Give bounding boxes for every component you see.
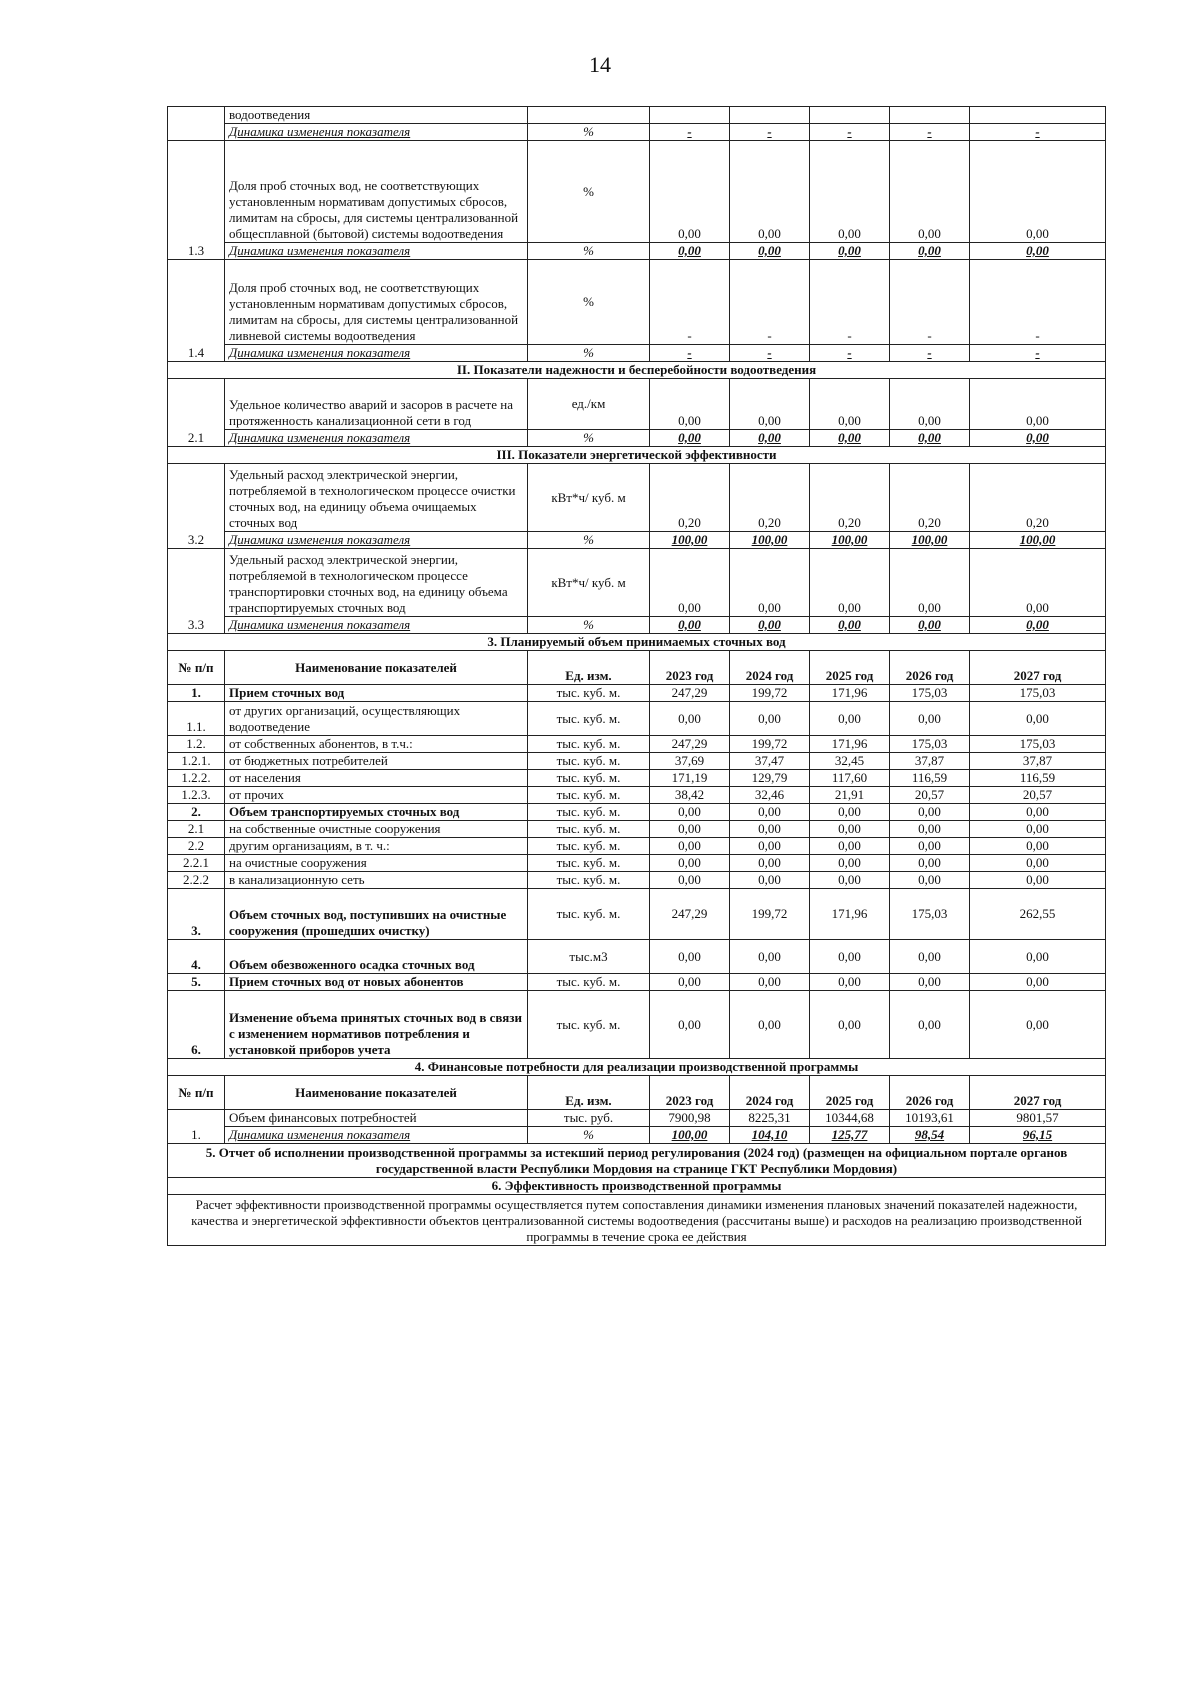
value-cell: 175,03	[970, 685, 1106, 702]
dynamics-value: 0,00	[650, 243, 730, 260]
dynamics-value: 125,77	[810, 1127, 890, 1144]
unit-cell: тыс. куб. м.	[528, 821, 650, 838]
row-number: 2.2.2	[168, 872, 225, 889]
value-cell: 0,00	[810, 804, 890, 821]
indicator-name: Прием сточных вод	[225, 685, 528, 702]
value-cell: 171,96	[810, 889, 890, 940]
section-title: II. Показатели надежности и бесперебойности водоотведения	[168, 362, 1106, 379]
dynamics-label: Динамика изменения показателя	[225, 617, 528, 634]
value-cell: 0,00	[650, 855, 730, 872]
value-cell: 0,00	[810, 940, 890, 974]
row-number: 3.2	[168, 464, 225, 549]
value-cell: 0,00	[970, 991, 1106, 1059]
value-cell: 0,00	[970, 974, 1106, 991]
unit-cell: тыс. куб. м.	[528, 685, 650, 702]
value-cell: 0,00	[890, 855, 970, 872]
row-number: 1.1.	[168, 702, 225, 736]
value-cell: 116,59	[970, 770, 1106, 787]
row-number: 1.3	[168, 141, 225, 260]
header-year: 2026 год	[890, 651, 970, 685]
indicator-name: на собственные очистные сооружения	[225, 821, 528, 838]
row-number: 3.3	[168, 549, 225, 634]
dynamics-value: -	[970, 124, 1106, 141]
dynamics-label: Динамика изменения показателя	[225, 430, 528, 447]
value-cell: 20,57	[890, 787, 970, 804]
volume-row	[168, 685, 1106, 702]
value-cell: 0,20	[810, 464, 890, 532]
indicator-name: Удельный расход электрической энергии, потребляемой в технологическом процессе очистки сточных вод, на единицу объема очищаемых сточных вод	[225, 464, 528, 532]
dynamics-value: 0,00	[650, 430, 730, 447]
dynamics-value: -	[730, 345, 810, 362]
dynamics-unit: %	[528, 430, 650, 447]
row-number: 1.2.1.	[168, 753, 225, 770]
value-cell: 0,00	[890, 379, 970, 430]
program-table	[167, 106, 1106, 1246]
indicator-name: Объем обезвоженного осадка сточных вод	[225, 940, 528, 974]
value-cell: 0,00	[650, 838, 730, 855]
value-cell: 9801,57	[970, 1110, 1106, 1127]
row-number: 1.	[168, 1110, 225, 1144]
dynamics-value: 0,00	[810, 430, 890, 447]
section-efficiency-title	[168, 1178, 1106, 1195]
unit-cell: тыс. куб. м.	[528, 804, 650, 821]
section-title: 6. Эффективность производственной программы	[168, 1178, 1106, 1195]
row-number: 1.4	[168, 260, 225, 362]
dynamics-value: 100,00	[970, 532, 1106, 549]
dynamics-value: 98,54	[890, 1127, 970, 1144]
finance-row	[168, 1110, 1106, 1127]
header-year: 2027 год	[970, 1076, 1106, 1110]
value-cell: 0,00	[730, 838, 810, 855]
dynamics-row	[168, 124, 1106, 141]
value-cell: 175,03	[890, 889, 970, 940]
value-cell: 21,91	[810, 787, 890, 804]
value-cell: 171,96	[810, 685, 890, 702]
value-cell: 10193,61	[890, 1110, 970, 1127]
section-energy-title	[168, 447, 1106, 464]
value-cell: -	[890, 260, 970, 345]
volume-row	[168, 804, 1106, 821]
value-cell: 0,00	[650, 991, 730, 1059]
row-number: 6.	[168, 991, 225, 1059]
value-cell: 0,00	[730, 940, 810, 974]
value-cell: 199,72	[730, 736, 810, 753]
dynamics-unit: %	[528, 345, 650, 362]
dynamics-row	[168, 430, 1106, 447]
volume-row	[168, 838, 1106, 855]
value-cell: 0,00	[730, 549, 810, 617]
value-cell: 0,00	[730, 855, 810, 872]
indicator-name: Объем финансовых потребностей	[225, 1110, 528, 1127]
section-title: III. Показатели энергетической эффективности	[168, 447, 1106, 464]
header-year: 2025 год	[810, 651, 890, 685]
unit-cell: тыс. куб. м.	[528, 855, 650, 872]
dynamics-value: 0,00	[890, 617, 970, 634]
value-cell: 0,00	[890, 974, 970, 991]
value-cell: 8225,31	[730, 1110, 810, 1127]
indicator-name: на очистные сооружения	[225, 855, 528, 872]
dynamics-label: Динамика изменения показателя	[225, 243, 528, 260]
value-cell: 32,45	[810, 753, 890, 770]
header-year: 2023 год	[650, 651, 730, 685]
unit-cell: тыс. куб. м.	[528, 770, 650, 787]
value-cell: 175,03	[890, 685, 970, 702]
volume-row	[168, 821, 1106, 838]
value-cell: 0,00	[810, 821, 890, 838]
value-cell: 0,00	[810, 141, 890, 243]
row-number: 2.2	[168, 838, 225, 855]
value-cell: -	[650, 260, 730, 345]
indicator-name: Объем сточных вод, поступивших на очистные сооружения (прошедших очистку)	[225, 889, 528, 940]
value-cell: 247,29	[650, 736, 730, 753]
indicator-row	[168, 260, 1106, 345]
dynamics-value: 0,00	[970, 243, 1106, 260]
value-cell: 116,59	[890, 770, 970, 787]
value-cell: 0,00	[970, 872, 1106, 889]
value-cell: 0,00	[810, 702, 890, 736]
dynamics-row	[168, 617, 1106, 634]
value-cell: 117,60	[810, 770, 890, 787]
indicator-name: Удельное количество аварий и засоров в расчете на протяженность канализационной сети в год	[225, 379, 528, 430]
volume-row	[168, 702, 1106, 736]
value-cell: 0,00	[970, 141, 1106, 243]
unit-cell: %	[528, 260, 650, 345]
value-cell: 0,00	[730, 821, 810, 838]
value-cell: 0,00	[650, 940, 730, 974]
dynamics-value: 0,00	[730, 430, 810, 447]
dynamics-value: 0,00	[810, 617, 890, 634]
value-cell: 0,20	[970, 464, 1106, 532]
value-cell: 0,00	[970, 702, 1106, 736]
section-title: 3. Планируемый объем принимаемых сточных вод	[168, 634, 1106, 651]
value-cell: 0,00	[970, 804, 1106, 821]
row-number: 1.2.	[168, 736, 225, 753]
value-cell: 37,47	[730, 753, 810, 770]
volume-row	[168, 889, 1106, 940]
unit-cell: тыс. куб. м.	[528, 991, 650, 1059]
value-cell: 0,00	[730, 974, 810, 991]
dynamics-value: -	[890, 345, 970, 362]
indicator-row	[168, 549, 1106, 617]
page-number: 14	[589, 52, 611, 77]
section-title: 5. Отчет об исполнении производственной программы за истекший период регулирования (2024 год) (размещен на официальном портале органов государственной власти Республики Мордовия на странице ГКТ Республики Мордовия)	[168, 1144, 1106, 1178]
value-cell: 0,00	[730, 379, 810, 430]
value-cell: 0,20	[890, 464, 970, 532]
value-cell: -	[730, 260, 810, 345]
row-number: 3.	[168, 889, 225, 940]
dynamics-unit: %	[528, 532, 650, 549]
dynamics-value: 0,00	[730, 243, 810, 260]
indicator-name: Прием сточных вод от новых абонентов	[225, 974, 528, 991]
value-cell: 0,00	[810, 872, 890, 889]
value-cell: -	[970, 260, 1106, 345]
value-cell: 0,00	[810, 549, 890, 617]
indicator-name: от бюджетных потребителей	[225, 753, 528, 770]
dynamics-label: Динамика изменения показателя	[225, 124, 528, 141]
dynamics-label: Динамика изменения показателя	[225, 345, 528, 362]
row-number: 4.	[168, 940, 225, 974]
unit-cell	[528, 107, 650, 124]
unit-cell: тыс. куб. м.	[528, 787, 650, 804]
dynamics-value: -	[970, 345, 1106, 362]
value-cell: 199,72	[730, 685, 810, 702]
indicator-name: водоотведения	[225, 107, 528, 124]
value-cell: 175,03	[890, 736, 970, 753]
unit-cell: тыс. куб. м.	[528, 753, 650, 770]
efficiency-text: Расчет эффективности производственной программы осуществляется путем сопоставления динамики изменения плановых значений показателей надежности, качества и энергетической эффективности объектов централизованной системы водоотведения (рассчитаны выше) и расходов на реализацию производственной программы в течение срока ее действия	[168, 1195, 1106, 1246]
value-cell: 0,00	[890, 991, 970, 1059]
dynamics-label: Динамика изменения показателя	[225, 1127, 528, 1144]
row-number	[168, 107, 225, 141]
value-cell: 0,00	[890, 549, 970, 617]
row-number: 2.1	[168, 821, 225, 838]
section-volume-title	[168, 634, 1106, 651]
header-name: Наименование показателей	[225, 651, 528, 685]
volume-row	[168, 940, 1106, 974]
indicator-name: Объем транспортируемых сточных вод	[225, 804, 528, 821]
dynamics-value: 100,00	[890, 532, 970, 549]
indicator-name: Доля проб сточных вод, не соответствующих установленным нормативам допустимых сбросов, лимитам на сбросы, для системы централизованной общесплавной (бытовой) системы водоотведения	[225, 141, 528, 243]
indicator-name: от других организаций, осуществляющих водоотведение	[225, 702, 528, 736]
dynamics-value: 96,15	[970, 1127, 1106, 1144]
value-cell: 129,79	[730, 770, 810, 787]
value-cell	[730, 107, 810, 124]
indicator-row	[168, 141, 1106, 243]
dynamics-value: 100,00	[650, 1127, 730, 1144]
value-cell: 37,87	[970, 753, 1106, 770]
volume-row	[168, 770, 1106, 787]
indicator-name: Удельный расход электрической энергии, потребляемой в технологическом процессе транспортировки сточных вод, на единицу объема транспортируемых сточных вод	[225, 549, 528, 617]
dynamics-label: Динамика изменения показателя	[225, 532, 528, 549]
header-year: 2027 год	[970, 651, 1106, 685]
dynamics-value: -	[810, 124, 890, 141]
section-report-title	[168, 1144, 1106, 1178]
dynamics-value: 100,00	[650, 532, 730, 549]
dynamics-value: -	[890, 124, 970, 141]
header-year: 2024 год	[730, 651, 810, 685]
dynamics-unit: %	[528, 617, 650, 634]
header-unit: Ед. изм.	[528, 1076, 650, 1110]
volume-row	[168, 736, 1106, 753]
value-cell: 0,00	[970, 379, 1106, 430]
value-cell: 0,00	[890, 821, 970, 838]
unit-cell: тыс. куб. м.	[528, 974, 650, 991]
value-cell: 0,20	[730, 464, 810, 532]
indicator-row	[168, 107, 1106, 124]
value-cell: 0,00	[650, 549, 730, 617]
value-cell: 0,00	[650, 872, 730, 889]
value-cell: 0,00	[810, 838, 890, 855]
row-number: 5.	[168, 974, 225, 991]
header-name: Наименование показателей	[225, 1076, 528, 1110]
value-cell: 199,72	[730, 889, 810, 940]
value-cell: 262,55	[970, 889, 1106, 940]
header-year: 2023 год	[650, 1076, 730, 1110]
value-cell: 0,00	[890, 838, 970, 855]
volume-row	[168, 991, 1106, 1059]
header-year: 2025 год	[810, 1076, 890, 1110]
dynamics-unit: %	[528, 243, 650, 260]
value-cell: 0,00	[890, 872, 970, 889]
value-cell: 0,00	[970, 549, 1106, 617]
value-cell: 10344,68	[810, 1110, 890, 1127]
efficiency-text-row	[168, 1195, 1106, 1246]
value-cell: 0,00	[810, 379, 890, 430]
dynamics-unit: %	[528, 124, 650, 141]
value-cell	[810, 107, 890, 124]
unit-cell: кВт*ч/ куб. м	[528, 464, 650, 532]
value-cell: 0,00	[890, 702, 970, 736]
value-cell: 38,42	[650, 787, 730, 804]
value-cell: 0,20	[650, 464, 730, 532]
dynamics-value: 100,00	[730, 532, 810, 549]
dynamics-row	[168, 345, 1106, 362]
dynamics-value: 0,00	[970, 617, 1106, 634]
header-unit: Ед. изм.	[528, 651, 650, 685]
value-cell: 0,00	[650, 974, 730, 991]
dynamics-row	[168, 1127, 1106, 1144]
header-number: № п/п	[168, 1076, 225, 1110]
value-cell: 0,00	[730, 872, 810, 889]
indicator-name: от прочих	[225, 787, 528, 804]
row-number: 2.2.1	[168, 855, 225, 872]
unit-cell: тыс. куб. м.	[528, 736, 650, 753]
unit-cell: тыс.м3	[528, 940, 650, 974]
dynamics-value: 0,00	[810, 243, 890, 260]
value-cell: 0,00	[970, 855, 1106, 872]
indicator-row	[168, 464, 1106, 532]
value-cell: 0,00	[730, 991, 810, 1059]
value-cell: 0,00	[650, 702, 730, 736]
row-number: 1.2.2.	[168, 770, 225, 787]
unit-cell: тыс. куб. м.	[528, 889, 650, 940]
unit-cell: кВт*ч/ куб. м	[528, 549, 650, 617]
row-number: 1.	[168, 685, 225, 702]
header-year: 2026 год	[890, 1076, 970, 1110]
value-cell: 20,57	[970, 787, 1106, 804]
value-cell	[970, 107, 1106, 124]
value-cell: 247,29	[650, 889, 730, 940]
indicator-name: в канализационную сеть	[225, 872, 528, 889]
section-title: 4. Финансовые потребности для реализации производственной программы	[168, 1059, 1106, 1076]
dynamics-value: -	[730, 124, 810, 141]
header-year: 2024 год	[730, 1076, 810, 1110]
value-cell: 0,00	[970, 821, 1106, 838]
row-number: 2.	[168, 804, 225, 821]
dynamics-value: 104,10	[730, 1127, 810, 1144]
value-cell: 0,00	[970, 838, 1106, 855]
volume-row	[168, 753, 1106, 770]
value-cell: 37,69	[650, 753, 730, 770]
dynamics-value: 0,00	[650, 617, 730, 634]
value-cell: 0,00	[890, 804, 970, 821]
dynamics-row	[168, 532, 1106, 549]
dynamics-value: 100,00	[810, 532, 890, 549]
value-cell: 171,96	[810, 736, 890, 753]
dynamics-row	[168, 243, 1106, 260]
dynamics-value: -	[650, 345, 730, 362]
dynamics-value: 0,00	[970, 430, 1106, 447]
header-number: № п/п	[168, 651, 225, 685]
section-finance-title	[168, 1059, 1106, 1076]
unit-cell: %	[528, 141, 650, 243]
value-cell: 0,00	[810, 991, 890, 1059]
value-cell: 0,00	[730, 804, 810, 821]
value-cell: 0,00	[730, 702, 810, 736]
unit-cell: тыс. куб. м.	[528, 702, 650, 736]
indicator-name: Доля проб сточных вод, не соответствующих установленным нормативам допустимых сбросов, лимитам на сбросы, для системы централизованной ливневой системы водоотведения	[225, 260, 528, 345]
value-cell: 0,00	[970, 940, 1106, 974]
volume-row	[168, 787, 1106, 804]
value-cell: 0,00	[650, 821, 730, 838]
value-cell: 175,03	[970, 736, 1106, 753]
row-number: 2.1	[168, 379, 225, 447]
unit-cell: тыс. руб.	[528, 1110, 650, 1127]
value-cell: 0,00	[650, 804, 730, 821]
table-header-row	[168, 651, 1106, 685]
volume-row	[168, 872, 1106, 889]
value-cell: 32,46	[730, 787, 810, 804]
indicator-name: от собственных абонентов, в т.ч.:	[225, 736, 528, 753]
section-reliability-title	[168, 362, 1106, 379]
unit-cell: тыс. куб. м.	[528, 838, 650, 855]
dynamics-value: -	[650, 124, 730, 141]
indicator-name: Изменение объема принятых сточных вод в связи с изменением нормативов потребления и установкой приборов учета	[225, 991, 528, 1059]
volume-row	[168, 974, 1106, 991]
value-cell: 0,00	[810, 974, 890, 991]
dynamics-unit: %	[528, 1127, 650, 1144]
dynamics-value: 0,00	[730, 617, 810, 634]
value-cell: 247,29	[650, 685, 730, 702]
value-cell	[890, 107, 970, 124]
indicator-row	[168, 379, 1106, 430]
value-cell: 37,87	[890, 753, 970, 770]
unit-cell: тыс. куб. м.	[528, 872, 650, 889]
dynamics-value: -	[810, 345, 890, 362]
unit-cell: ед./км	[528, 379, 650, 430]
indicator-name: другим организациям, в т. ч.:	[225, 838, 528, 855]
row-number: 1.2.3.	[168, 787, 225, 804]
value-cell: 0,00	[810, 855, 890, 872]
dynamics-value: 0,00	[890, 430, 970, 447]
value-cell: 7900,98	[650, 1110, 730, 1127]
value-cell: 171,19	[650, 770, 730, 787]
value-cell	[650, 107, 730, 124]
value-cell: 0,00	[890, 940, 970, 974]
value-cell: 0,00	[730, 141, 810, 243]
value-cell: 0,00	[650, 141, 730, 243]
indicator-name: от населения	[225, 770, 528, 787]
volume-row	[168, 855, 1106, 872]
value-cell: 0,00	[650, 379, 730, 430]
value-cell: 0,00	[890, 141, 970, 243]
value-cell: -	[810, 260, 890, 345]
table-header-row	[168, 1076, 1106, 1110]
dynamics-value: 0,00	[890, 243, 970, 260]
